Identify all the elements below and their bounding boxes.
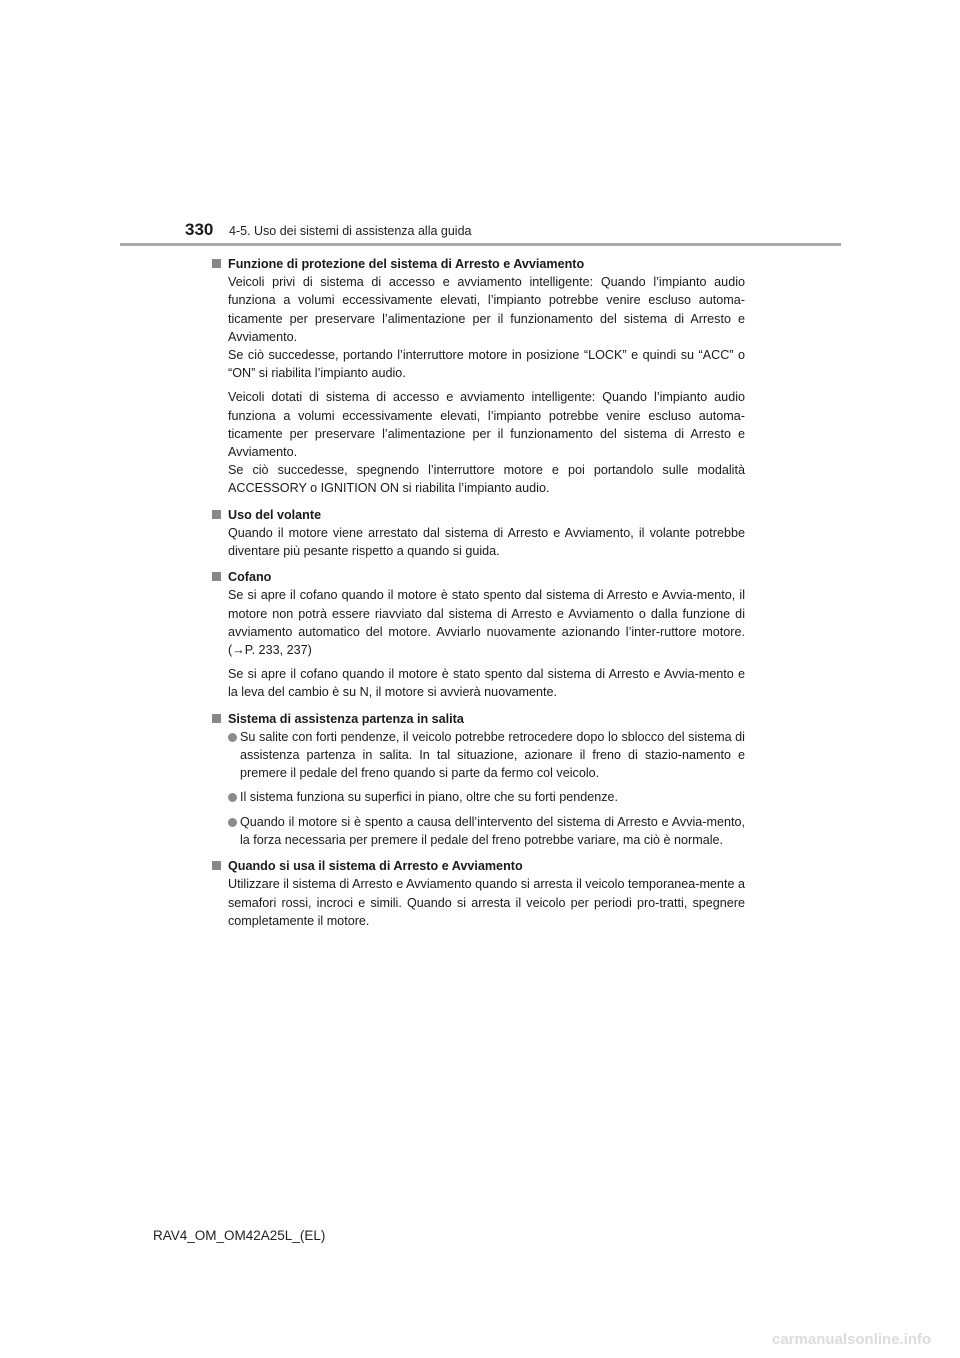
paragraph: Se si apre il cofano quando il motore è stato spento dal sistema di Arresto e Avvia-mento e la leva del cambio è su N, il motore si avvierà nuovamente. — [228, 667, 745, 700]
page-number: 330 — [185, 220, 214, 239]
page-content — [211, 255, 745, 938]
square-bullet-icon — [212, 259, 221, 268]
paragraph: Veicoli privi di sistema di accesso e avviamento intelligente: Quando l’impianto audio funziona a volumi eccessivamente elevati, l’impianto potrebbe venire escluso automa-ticamente per preservare l’alimentazione per il funzionamento del sistema di Arresto e Avviamento. Se ciò succedesse, portando l’interruttore motore in posizione “LOCK” e quindi su “ACC” o “ON” si riabilita l’impianto audio. — [228, 275, 745, 381]
list-item: Quando il motore si è spento a causa dell’intervento del sistema di Arresto e Avvia-mento, la forza necessaria per premere il pedale del freno potrebbe variare, ma ciò è normale. — [228, 813, 745, 849]
section-heading: Sistema di assistenza partenza in salita — [211, 710, 745, 728]
round-bullet-icon — [228, 733, 237, 742]
section-title: 4-5. Uso dei sistemi di assistenza alla guida — [229, 224, 472, 238]
paragraph: Utilizzare il sistema di Arresto e Avviamento quando si arresta il veicolo temporanea-mente a semafori rossi, incroci e simili. Quando si arresta il veicolo per periodi pro-tratti, spegnere completamente il motore. — [228, 877, 745, 928]
section-heading: Cofano — [211, 568, 745, 586]
paragraph: Quando il motore viene arrestato dal sistema di Arresto e Avviamento, il volante potrebbe diventare più pesante rispetto a quando si guida. — [228, 525, 745, 559]
section-using-stop-start — [211, 857, 745, 930]
section-heading: Funzione di protezione del sistema di Arresto e Avviamento — [211, 255, 745, 273]
watermark: carmanualsonline.info — [772, 1331, 932, 1348]
list-item: Su salite con forti pendenze, il veicolo potrebbe retrocedere dopo lo sblocco del sistema di assistenza partenza in salita. In tal situazione, azionare il freno di stazio-namento e premere il pedale del freno quando si parte da fermo col veicolo. — [228, 728, 745, 783]
square-bullet-icon — [212, 861, 221, 870]
section-heading: Quando si usa il sistema di Arresto e Avviamento — [211, 857, 745, 875]
round-bullet-icon — [228, 793, 237, 802]
square-bullet-icon — [212, 572, 221, 581]
paragraph: Veicoli dotati di sistema di accesso e avviamento intelligente: Quando l’impianto audio funziona a volumi eccessivamente elevati, l’impianto potrebbe venire escluso automa-ticamente per preservare l’alimentazione per il funzionamento del sistema di Arresto e Avviamento. Se ciò succedesse, spegnendo l’interruttore motore e poi portandolo sulle modalità ACCESSORY o IGNITION ON si riabilita l’impianto audio. — [228, 390, 745, 496]
section-hill-start-assist — [211, 710, 745, 849]
section-stop-start-protection — [211, 255, 745, 498]
header-divider — [120, 243, 841, 246]
section-heading: Uso del volante — [211, 506, 745, 524]
round-bullet-icon — [228, 818, 237, 827]
list-item: Il sistema funziona su superfici in piano, oltre che su forti pendenze. — [228, 788, 745, 806]
paragraph: Se si apre il cofano quando il motore è stato spento dal sistema di Arresto e Avvia-mento, il motore non potrà essere riavviato dal sistema di Arresto e Avviamento o dalla funzione di avviamento automatico del motore. Avviarlo nuovamente azionando l’inter-ruttore motore. (→P. 233, 237) — [228, 588, 745, 658]
section-steering-wheel — [211, 506, 745, 561]
square-bullet-icon — [212, 714, 221, 723]
document-code: RAV4_OM_OM42A25L_(EL) — [153, 1228, 326, 1243]
section-hood — [211, 568, 745, 701]
square-bullet-icon — [212, 510, 221, 519]
